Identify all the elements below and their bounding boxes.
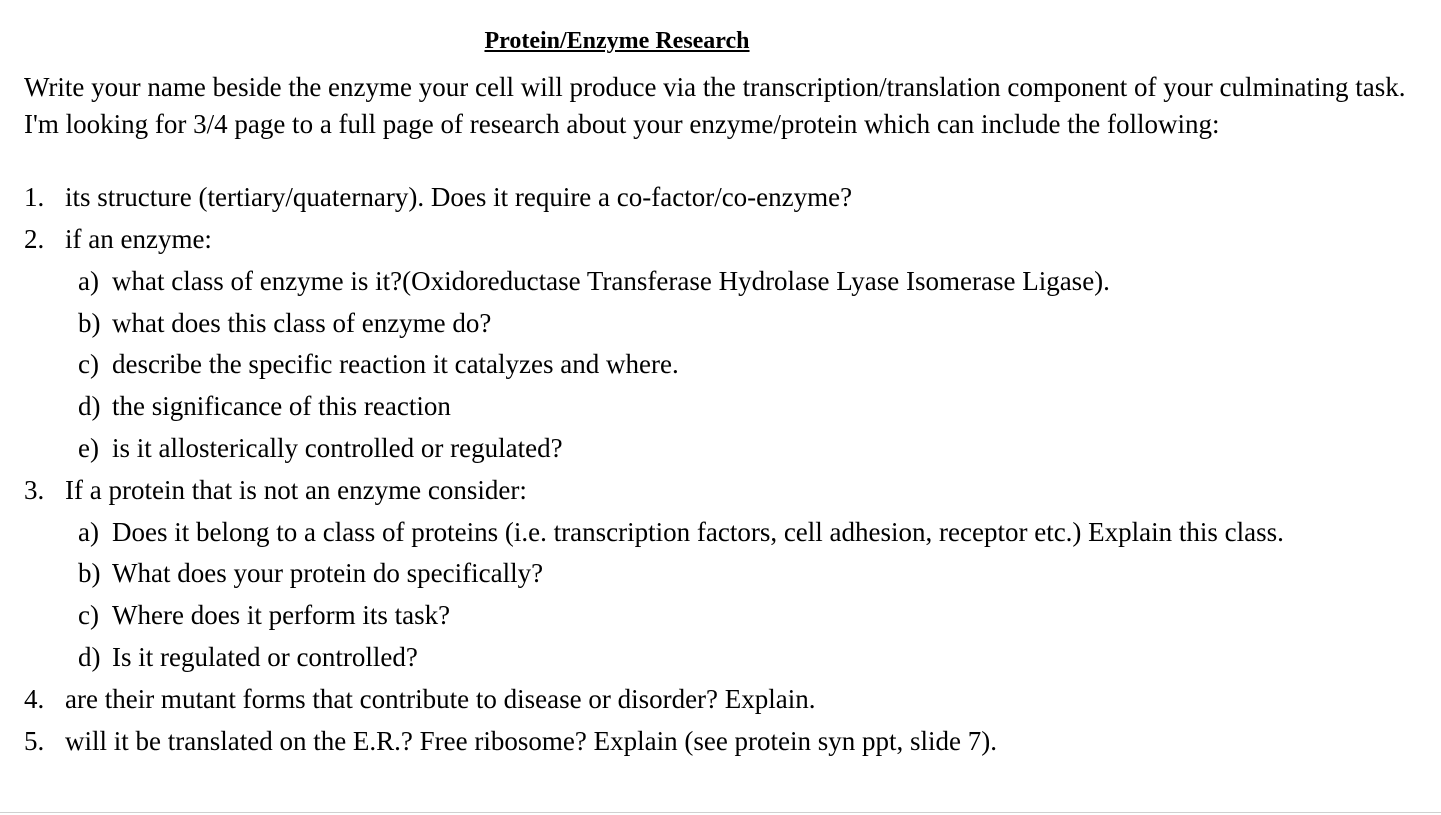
list-item-text: what class of enzyme is it?(Oxidoreductase Transferase Hydrolase Lyase Isomerase Ligase). (112, 266, 1110, 296)
list-item-text: Is it regulated or controlled? (112, 642, 418, 672)
list-item-text: are their mutant forms that contribute to disease or disorder? Explain. (65, 684, 816, 714)
list-item-text: Where does it perform its task? (112, 600, 451, 630)
list-marker: a) (78, 517, 99, 547)
list-item-text: Does it belong to a class of proteins (i.e. transcription factors, cell adhesion, receptor etc.) Explain this class. (112, 517, 1284, 547)
list-marker: a) (78, 266, 99, 296)
document-title: Protein/Enzyme Research (484, 28, 750, 54)
list-marker: c) (78, 349, 99, 379)
list-marker: 5. (24, 726, 45, 756)
list-marker: b) (78, 308, 101, 338)
list-marker: d) (78, 642, 101, 672)
list-item-text: what does this class of enzyme do? (112, 308, 492, 338)
list-marker: 3. (24, 475, 45, 505)
list-item-text: is it allosterically controlled or regulated? (112, 433, 563, 463)
list-item-text: If a protein that is not an enzyme consider: (65, 475, 527, 505)
list-marker: e) (78, 433, 99, 463)
list-item-text: the significance of this reaction (112, 391, 451, 421)
list-item-text: if an enzyme: (65, 224, 212, 254)
intro-paragraph: Write your name beside the enzyme your cell will produce via the transcription/translation component of your culminating task. I'm looking for 3/4 page to a full page of research about your enzyme/protein which can include the following: (24, 72, 1406, 139)
list-marker: b) (78, 558, 101, 588)
list-marker: 4. (24, 684, 45, 714)
list-item-text: will it be translated on the E.R.? Free ribosome? Explain (see protein syn ppt, slide 7). (65, 726, 998, 756)
list-item-text: its structure (tertiary/quaternary). Does it require a co-factor/co-enzyme? (65, 182, 853, 212)
list-marker: c) (78, 600, 99, 630)
list-marker: 1. (24, 182, 45, 212)
list-marker: 2. (24, 224, 45, 254)
list-item-text: describe the specific reaction it catalyzes and where. (112, 349, 679, 379)
list-item-text: What does your protein do specifically? (112, 558, 544, 588)
list-marker: d) (78, 391, 101, 421)
